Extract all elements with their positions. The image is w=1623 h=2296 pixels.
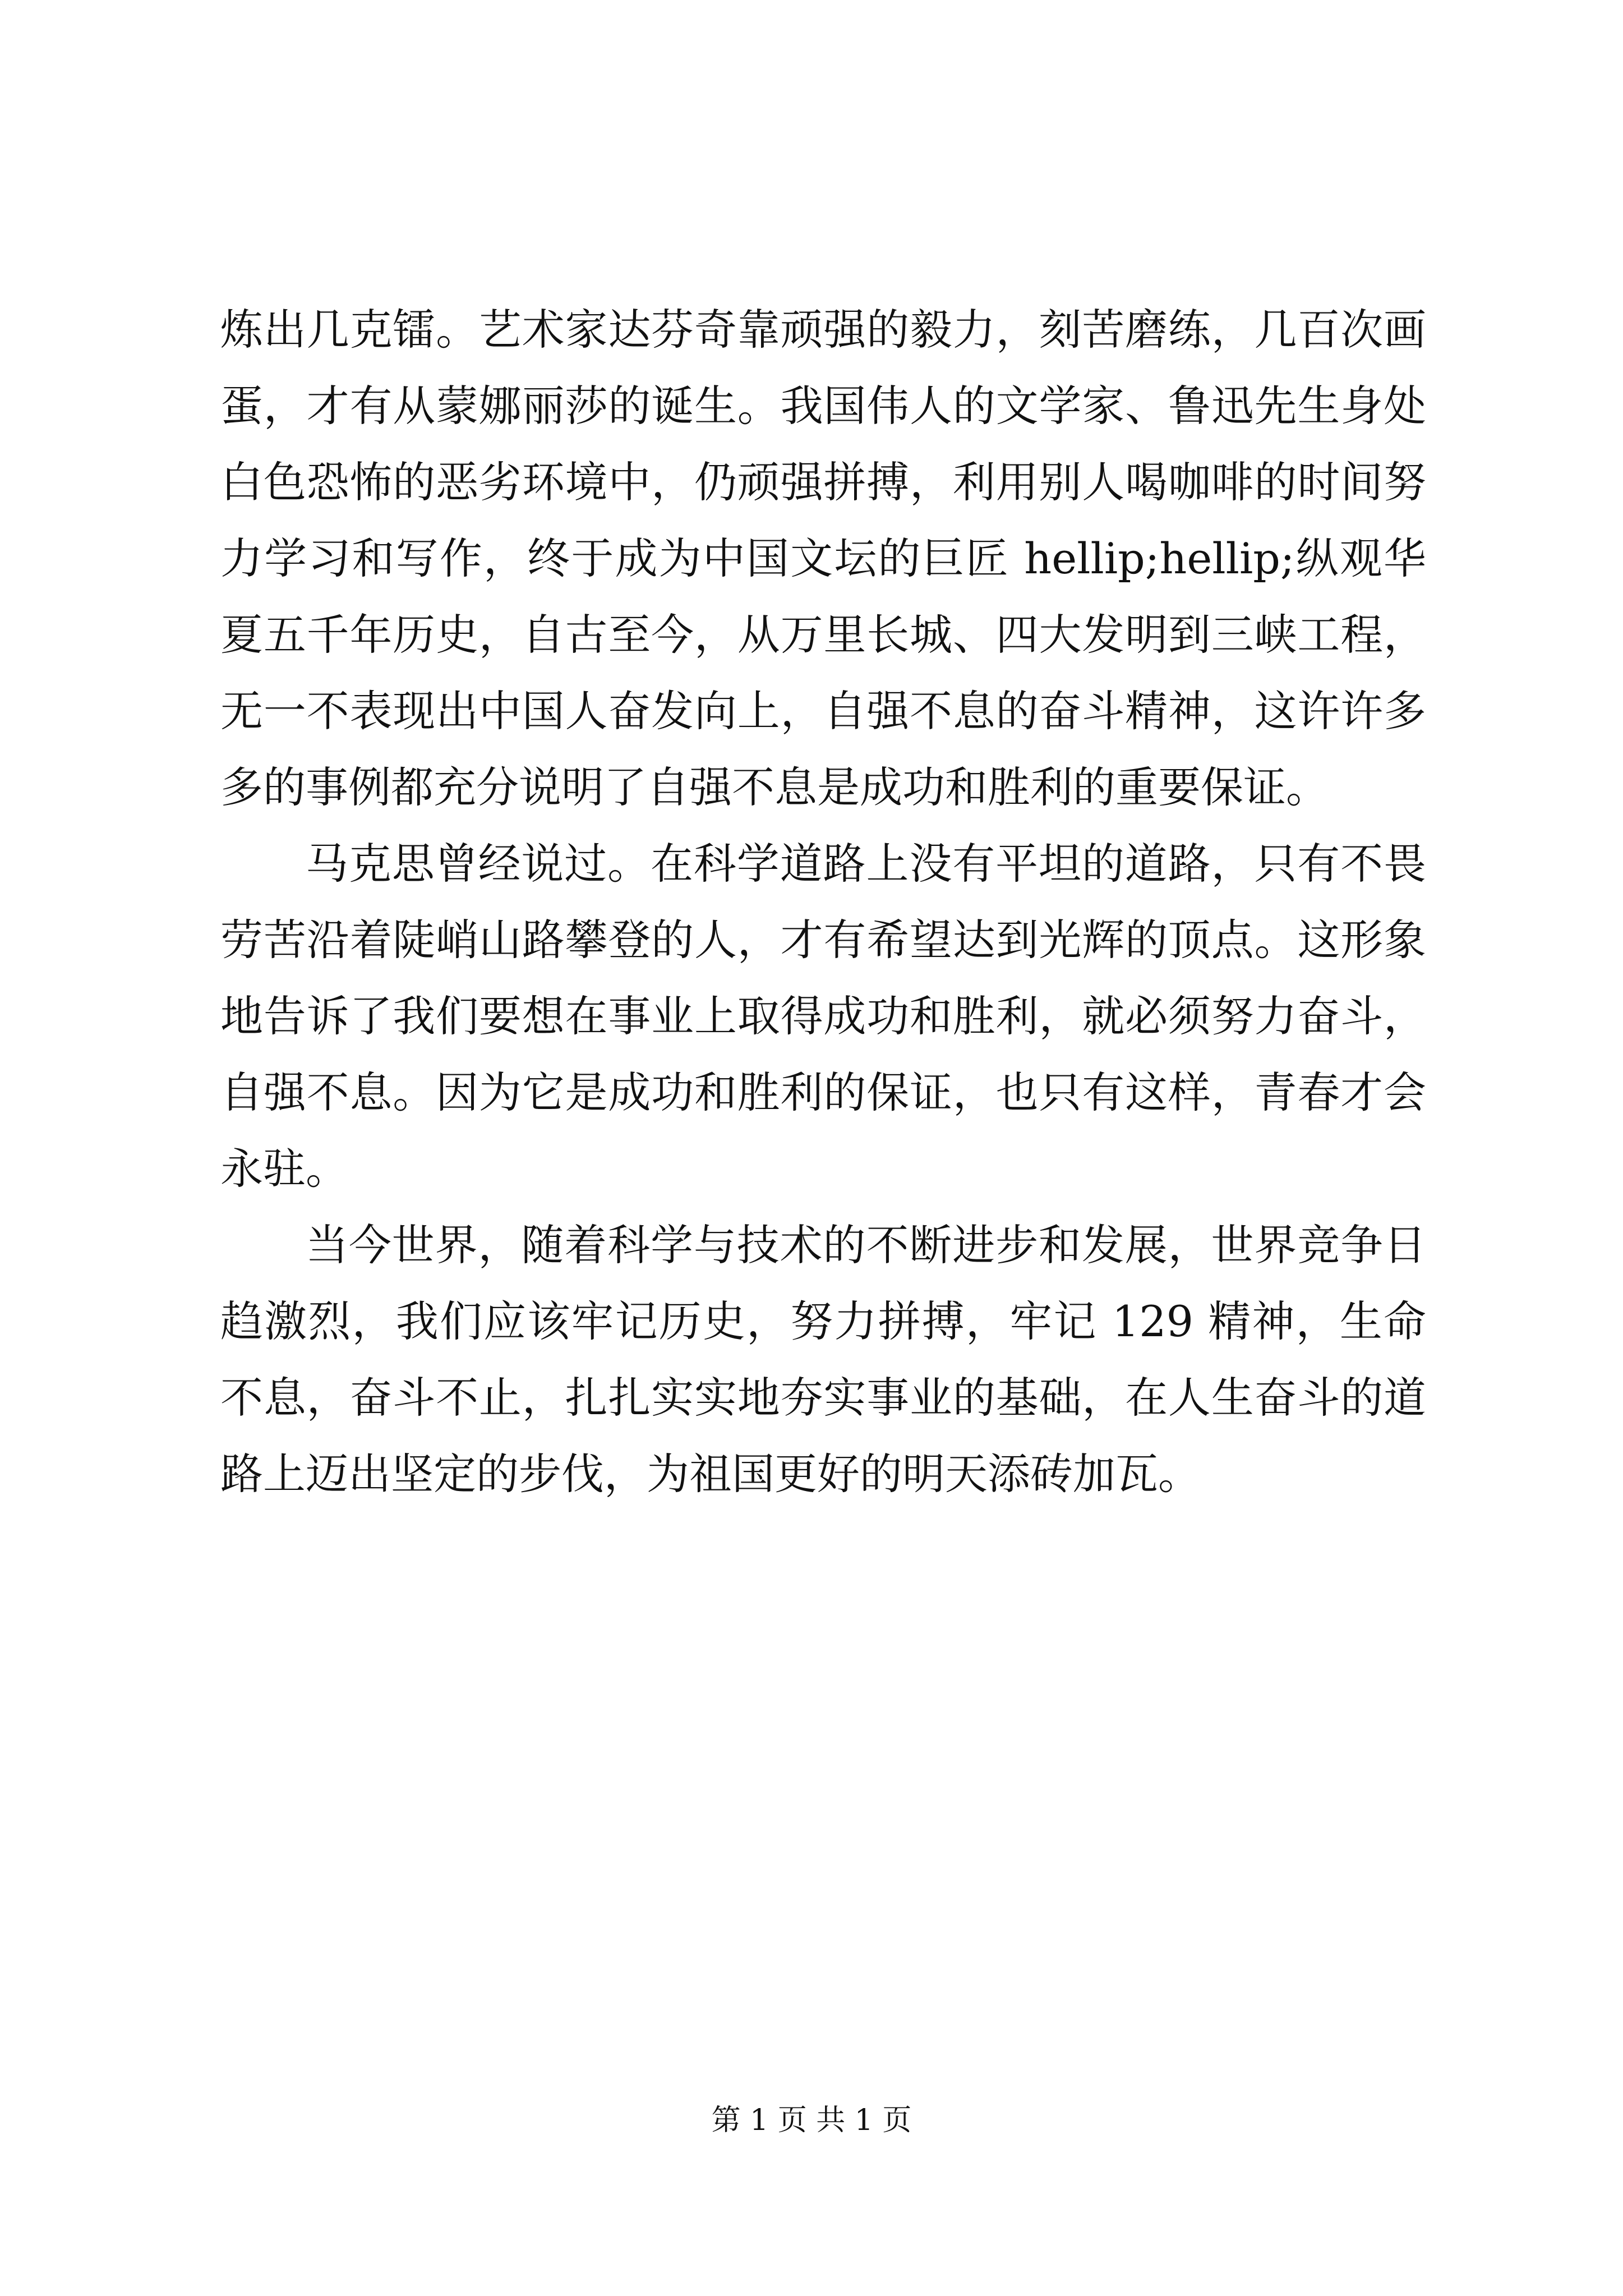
document-body <box>220 292 1426 1512</box>
paragraph-2: 马克思曾经说过。在科学道路上没有平坦的道路，只有不畏劳苦沿着陡峭山路攀登的人，才有希望达到光辉的顶点。这形象地告诉了我们要想在事业上取得成功和胜利，就必须努力奋斗，自强不息。因为它是成功和胜利的保证，也只有这样，青春才会永驻。 <box>220 839 1426 1194</box>
paragraph-3: 当今世界，随着科学与技术的不断进步和发展，世界竞争日趋激烈，我们应该牢记历史，努力拼搏，牢记 129 精神，生命不息，奋斗不止，扎扎实实地夯实事业的基础，在人生奋斗的道路上迈出坚定的步伐，为祖国更好的明天添砖加瓦。 <box>220 1220 1426 1499</box>
page-footer: 第 1 页 共 1 页 <box>711 2104 912 2137</box>
paragraph-1: 炼出几克镭。艺术家达芬奇靠顽强的毅力，刻苦磨练，几百次画蛋，才有从蒙娜丽莎的诞生。我国伟人的文学家、鲁迅先生身处白色恐怖的恶劣环境中，仍顽强拼搏，利用别人喝咖啡的时间努力学习和写作，终于成为中国文坛的巨匠 hellip;hellip;纵观华夏五千年历史，自古至今，从万里长城、四大发明到三峡工程，无一不表现出中国人奋发向上，自强不息的奋斗精神，这许许多多的事例都充分说明了自强不息是成功和胜利的重要保证。 <box>220 305 1426 812</box>
